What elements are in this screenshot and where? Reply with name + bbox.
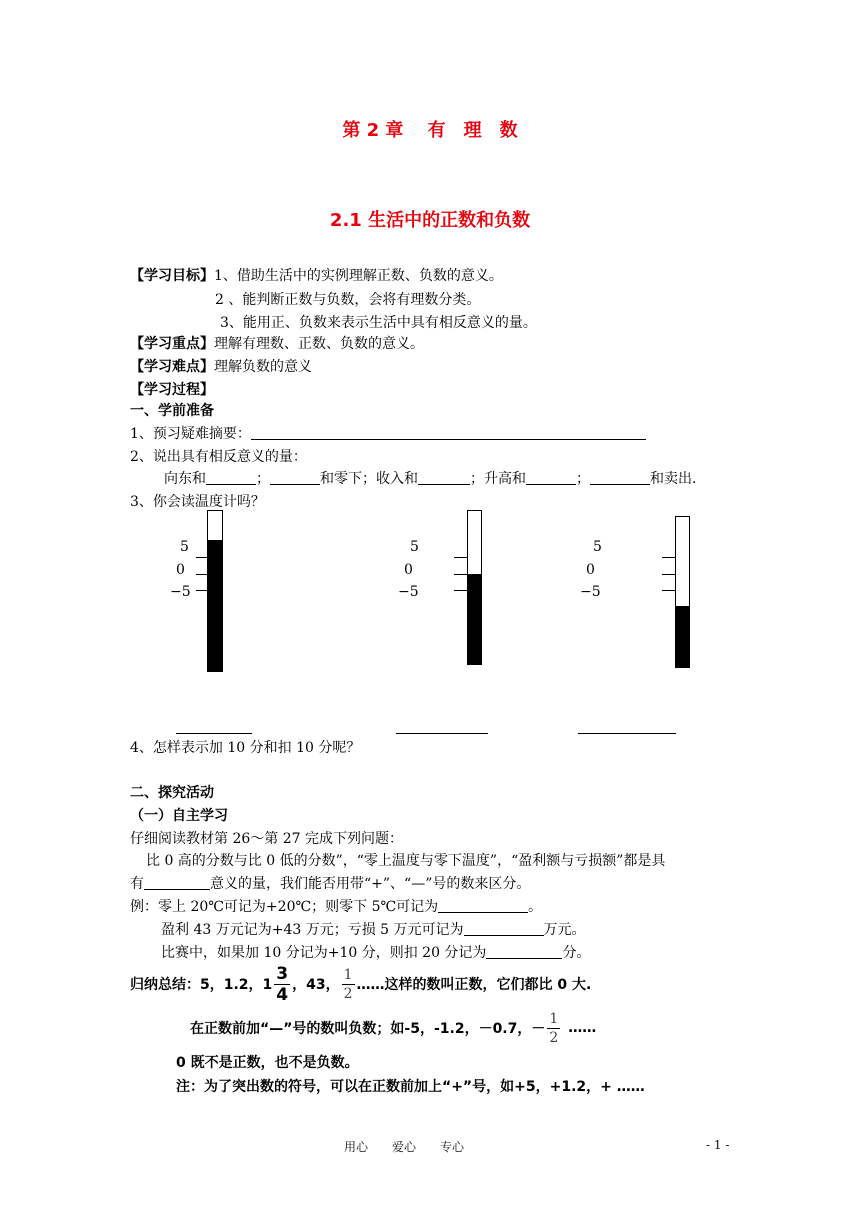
q2-text-b: 和零下；收入和 [320,471,418,487]
thermometer-3-label-0: 0 [586,562,595,578]
thermometer-3-fill [676,606,689,668]
answer-blank[interactable] [486,944,562,959]
example-3-text: 比赛中，如果加 10 分记为+10 分，则扣 20 分记为 [161,945,487,961]
page-number: - 1 - [706,1138,730,1152]
example-1-end: 。 [528,899,543,915]
example-1-text: 例：零上 20℃可记为+20℃；则零下 5℃可记为 [130,899,439,915]
goals-label: 【学习目标】 [130,268,214,284]
summary [130,962,591,1006]
question-1-text: 1、预习疑难摘要： [130,426,251,442]
thermometer-3-tick [662,590,676,591]
thermometer-2-tick [454,574,468,575]
thermometer-1-answer-blank[interactable] [176,733,252,734]
footer-text: 用心 爱心 专心 [344,1140,465,1154]
part2-paragraph-2 [130,874,530,894]
q2-sep: ； [576,471,590,487]
thermometer-1 [207,510,223,672]
question-2: 2、说出具有相反意义的量： [130,449,307,465]
thermometer-3-tick [662,574,676,575]
learning-goals [130,266,503,286]
answer-blank[interactable] [206,470,256,485]
fraction-three-quarters: $\frac{3}{4}$ [276,963,289,1005]
thermometer-3-label-5: 5 [593,539,602,555]
question-3: 3、你会读温度计吗？ [130,494,265,510]
q2-text-a: 向东和 [164,471,206,487]
thermometer-2-answer-blank[interactable] [396,733,488,734]
q2-sep: ； [256,471,270,487]
q2-text-d: 和卖出. [650,471,697,487]
question-1 [130,424,646,444]
part2-subheading: （一）自主学习 [130,808,228,824]
part2-paragraph-1: 比 0 高的分数与比 0 低的分数”，“零上温度与零下温度”，“盈利额与亏损额”都是具 [146,853,666,869]
question-4: 4、怎样表示加 10 分和扣 10 分呢？ [130,740,361,756]
answer-blank[interactable] [464,921,544,936]
negative-text: 在正数前加“—”号的数叫负数；如-5，-1.2，－0.7，－ [190,1021,546,1037]
q2-text-c: ；升高和 [470,471,526,487]
answer-blank[interactable] [418,470,470,485]
answer-blank[interactable] [270,470,320,485]
part1-heading: 一、学前准备 [130,403,214,419]
goal-item-3: 3、能用正、负数来表示生活中具有相反意义的量。 [220,315,537,331]
difficulty [130,357,312,377]
chapter-title: 第 2 章 有 理 数 [342,120,518,141]
summary-text-c: ……这样的数叫正数，它们都比 0 大. [356,977,592,993]
thermometer-3 [675,516,690,668]
thermometer-2-tick [454,557,468,558]
fraction-one-half: $\frac{1}{2}$ [549,1010,559,1046]
part2-intro: 仔细阅读教材第 26～第 27 完成下列问题： [130,831,403,847]
question-2-items [164,469,696,489]
note: 注：为了突出数的符号，可以在正数前加上“+”号，如+5，+1.2，+ …… [176,1079,645,1095]
summary-text-a: 归纳总结：5，1.2，1 [130,977,273,993]
thermometer-2-tick [454,590,468,591]
thermometer-2-label-0: 0 [404,562,413,578]
example-3 [161,943,590,963]
part2-heading: 二、探究活动 [130,785,214,801]
negative-ellipsis: …… [568,1020,597,1036]
thermometer-1-fill [208,540,222,671]
thermometer-2-label-neg5: −5 [398,584,419,600]
thermometer-3-tick [662,557,676,558]
section-title: 2.1 生活中的正数和负数 [329,210,531,231]
answer-blank[interactable] [526,470,576,485]
fraction-one-half: $\frac{1}{2}$ [343,966,353,1002]
difficulty-text: 理解负数的意义 [214,359,312,375]
difficulty-label: 【学习难点】 [130,359,214,375]
thermometer-3-answer-blank[interactable] [578,733,676,734]
example-2-text: 盈利 43 万元记为+43 万元；亏损 5 万元可记为 [161,922,464,938]
example-2-end: 万元。 [543,922,586,938]
answer-blank[interactable] [438,898,528,913]
process-label: 【学习过程】 [130,382,214,398]
thermometer-2 [467,510,482,665]
key-points-label: 【学习重点】 [130,336,214,352]
answer-blank[interactable] [590,470,650,485]
thermometer-1-label-5: 5 [180,539,189,555]
p2-text-b: 意义的量，我们能否用带“+”、“—”号的数来区分。 [210,876,531,892]
key-points-text: 理解有理数、正数、负数的意义。 [214,336,424,352]
negative-definition [190,1006,596,1050]
example-3-end: 分。 [562,945,591,961]
key-points [130,334,424,354]
p2-text-a: 有 [130,876,144,892]
thermometer-1-label-0: 0 [176,562,185,578]
thermometer-2-fill [468,574,481,664]
goal-item-2: 2 、能判断正数与负数，会将有理数分类。 [215,292,481,308]
goal-item-1: 1、借助生活中的实例理解正数、负数的意义。 [214,268,503,284]
example-2 [161,920,586,940]
thermometer-3-label-neg5: −5 [580,584,601,600]
thermometer-2-label-5: 5 [410,539,419,555]
summary-text-b: ，43， [292,977,340,993]
zero-definition: 0 既不是正数，也不是负数。 [176,1055,359,1071]
answer-blank[interactable] [144,875,210,890]
answer-blank[interactable] [251,425,646,440]
example-1 [130,897,542,917]
thermometer-1-label-neg5: −5 [170,584,191,600]
